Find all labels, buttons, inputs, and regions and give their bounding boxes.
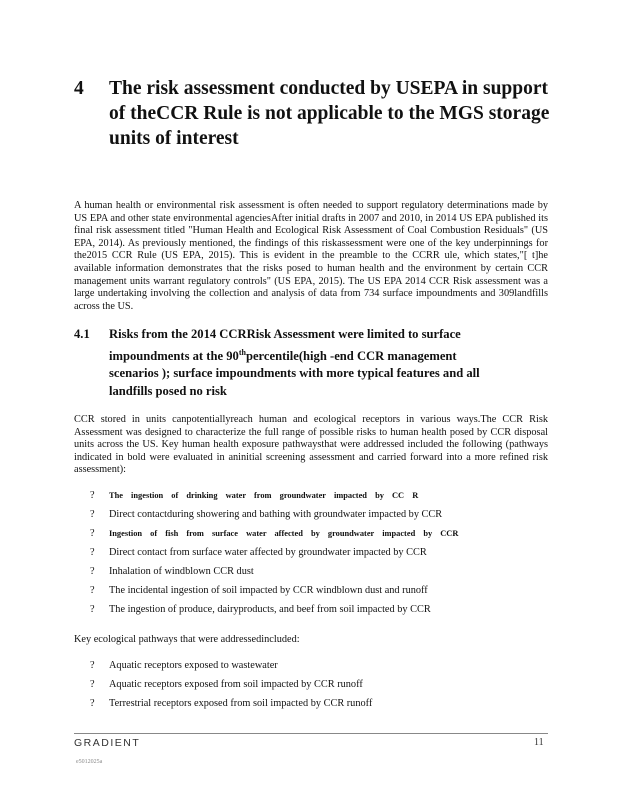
subsection-title-line: landfills posed no risk [109, 383, 227, 398]
page-number: 11 [534, 737, 544, 748]
list-item [90, 660, 530, 679]
eco-intro: Key ecological pathways that were addressedincluded: [74, 634, 300, 645]
list-item-text: Direct contact from surface water affected by groundwater impacted by CCR [109, 547, 427, 558]
list-item-text: Direct contactduring showering and bathing with groundwater impacted by CCR [109, 509, 443, 520]
footer-divider [74, 733, 548, 734]
gradient-logo: GRADIENT [74, 737, 141, 749]
bullet-mark: ? [90, 604, 95, 615]
subsection-title-line: scenarios ); surface impoundments with more typical features and all [109, 366, 480, 381]
human-pathways-list [90, 490, 530, 623]
section-title: The risk assessment conducted by USEPA in support of theCCR Rule is not applicable to the MGS storage units of interest [109, 78, 550, 149]
list-item [90, 547, 530, 566]
section-number: 4 [74, 78, 84, 99]
subsection-title-line [109, 344, 549, 366]
subsection-title [109, 326, 549, 400]
bullet-mark: ? [90, 679, 95, 690]
list-item-text: Inhalation of windblown CCR dust [109, 566, 254, 577]
list-item-text: Ingestion of fish from surface water affected by groundwater impacted by CCR [109, 529, 459, 538]
subsection-title-line: Risks from the 2014 CCRRisk Assessment were limited to surface [109, 327, 461, 341]
list-item [90, 566, 530, 585]
bullet-mark: ? [90, 547, 95, 558]
list-item [90, 679, 530, 698]
subsection-title-part: impoundments at the 90 [109, 348, 239, 363]
list-item [90, 490, 530, 509]
bullet-mark: ? [90, 490, 95, 501]
list-item-text: Aquatic receptors exposed to wastewater [109, 660, 278, 671]
list-item-text: Terrestrial receptors exposed from soil impacted by CCR runoff [109, 698, 373, 709]
subsection-number: 4.1 [74, 327, 90, 341]
list-item [90, 528, 530, 547]
intro-paragraph: A human health or environmental risk assessment is often needed to support regulatory determinations made by US EPA and other state environmental agenciesAfter initial drafts in 2007 and 2010, in 2014 US EPA published its final risk assessment titled "Human Health and Ecological Risk Assessment of Coal Combustion Residuals" (US EPA, 2014). As previously mentioned, the findings of this riskassessment were one of the key underpinnings for the2015 CCR Rule (US EPA, 2015). This is evident in the preamble to the CCRR ule, which states,"[ t]he available information demonstrates that the risks posed to human health and the environment by certain CCR management units warrant regulatory controls" (US EPA, 2015). The US EPA 2014 CCR Risk assessment was a large undertaking involving the collection and analysis of data from 734 surface impoundments and 309landfills across the US. [74, 200, 548, 312]
subsection-title-part: percentile(high -end CCR management [245, 348, 457, 363]
list-item-text: The ingestion of drinking water from groundwater impacted by CC R [109, 491, 419, 500]
document-id: e5012025a [76, 759, 103, 765]
list-item [90, 698, 530, 717]
bullet-mark: ? [90, 585, 95, 596]
bullet-mark: ? [90, 528, 95, 539]
list-item-text: The incidental ingestion of soil impacted by CCR windblown dust and runoff [109, 585, 428, 596]
list-item-text: Aquatic receptors exposed from soil impacted by CCR runoff [109, 679, 363, 690]
bullet-mark: ? [90, 660, 95, 671]
list-item [90, 509, 530, 528]
bullet-mark: ? [90, 509, 95, 520]
bullet-mark: ? [90, 566, 95, 577]
eco-pathways-list [90, 660, 530, 717]
superscript-th: th [238, 347, 246, 357]
bullet-mark: ? [90, 698, 95, 709]
list-item [90, 585, 530, 604]
list-item-text: The ingestion of produce, dairyproducts, and beef from soil impacted by CCR [109, 604, 431, 615]
pathways-paragraph: CCR stored in units canpotentiallyreach human and ecological receptors in various ways.The CCR Risk Assessment was designed to characterize the full range of possible risks to human health posed by CCR disposal units across the US. Key human health exposure pathwaysthat were addressed included the following (pathways indicated in bold were evaluated in aninitial screening assessment and carried forward into a more refined risk assessment): [74, 414, 548, 476]
list-item [90, 604, 530, 623]
